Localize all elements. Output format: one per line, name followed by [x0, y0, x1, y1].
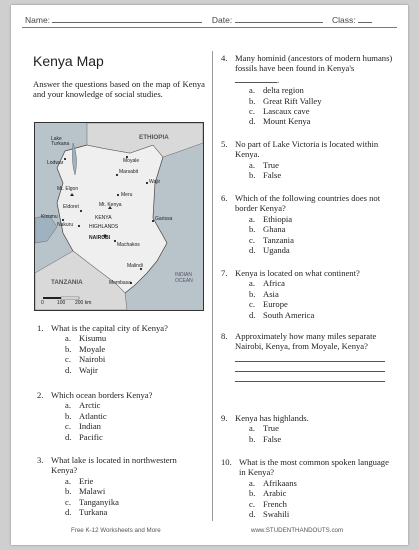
map-label-highlands: HIGHLANDS [89, 224, 119, 230]
answer-line[interactable] [235, 361, 385, 362]
answer-options [221, 214, 389, 256]
map-scale-bar [43, 297, 79, 299]
question-number: 10. [221, 457, 232, 467]
name-label: Name: [25, 15, 51, 25]
question-stem: What is the capital city of Kenya? [51, 323, 168, 333]
question-5 [221, 139, 381, 181]
answer-option: a. delta region [249, 85, 304, 96]
question-2 [37, 390, 207, 442]
answer-option: d. Pacific [65, 431, 103, 442]
answer-option: a. Erie [65, 475, 94, 486]
question-stem: Kenya is located on what continent? [235, 268, 360, 278]
map-label-kenya: KENYA [95, 215, 112, 221]
answer-option: a. Arctic [65, 400, 101, 411]
question-number: 1. [37, 323, 44, 333]
kenya-map [34, 122, 204, 311]
answer-option: b. Arabic [249, 488, 287, 499]
footer-left: Free K-12 Worksheets and More [71, 527, 161, 534]
question-stem: Approximately how many miles separate Nairobi, Kenya, from Moyale, Kenya? [235, 331, 377, 352]
map-label-marsabit: Marsabit [119, 169, 139, 175]
question-10 [221, 457, 393, 519]
question-1 [37, 323, 207, 375]
answer-options [221, 160, 381, 181]
answer-options [221, 478, 393, 520]
instructions: Answer the questions based on the map of Kenya and your knowledge of social studies. [33, 79, 205, 100]
answer-option: a. True [249, 423, 279, 434]
map-label-tanzania: TANZANIA [51, 279, 83, 286]
question-6 [221, 193, 389, 255]
answer-option: a. Afrikaans [249, 477, 297, 488]
worksheet-header [25, 14, 397, 25]
question-number: 5. [221, 139, 228, 149]
question-3 [37, 455, 197, 517]
question-number: 4. [221, 53, 228, 63]
question-4 [221, 53, 393, 127]
answer-option: a. True [249, 159, 279, 170]
question-number: 9. [221, 413, 228, 423]
question-number: 3. [37, 455, 44, 465]
class-blank [358, 14, 372, 23]
answer-options [37, 400, 207, 442]
answer-options [37, 476, 197, 518]
answer-option: c. Europe [249, 299, 288, 310]
class-label: Class: [332, 15, 356, 25]
question-9 [221, 413, 393, 444]
answer-option: c. Tanganyika [65, 496, 119, 507]
answer-option: c. Nairobi [65, 354, 106, 365]
map-label-mt-kenya: Mt. Kenya [99, 202, 122, 208]
map-label-malindi: Malindi [127, 263, 143, 269]
map-scale-100: 100 [57, 300, 66, 306]
question-number: 7. [221, 268, 228, 278]
answer-option: b. Atlantic [65, 410, 107, 421]
question-stem: What is the most common spoken language in Kenya? [239, 457, 389, 478]
map-label-ethiopia: ETHIOPIA [139, 134, 169, 141]
column-divider [212, 51, 213, 521]
map-label-ocean: OCEAN [175, 278, 193, 284]
fill-in-blank [235, 74, 277, 83]
date-label: Date: [211, 15, 233, 25]
map-scale-200: 200 km [75, 300, 92, 306]
map-label-lake-turkana: Lake Turkana [51, 136, 70, 147]
map-label-machakos: Machakos [117, 242, 140, 248]
name-blank [52, 14, 202, 23]
answer-option: a. Kisumu [65, 333, 107, 344]
map-label-nairobi: NAIROBI [89, 235, 111, 241]
answer-option: d. South America [249, 309, 315, 320]
question-number: 8. [221, 331, 228, 341]
question-stem: Which of the following countries does not border Kenya? [235, 193, 381, 214]
answer-option: d. Turkana [65, 507, 108, 518]
answer-option: b. Asia [249, 288, 279, 299]
answer-option: c. French [249, 498, 287, 509]
question-7 [221, 268, 393, 320]
answer-line[interactable] [235, 371, 385, 372]
answer-line[interactable] [235, 381, 385, 382]
answer-option: d. Mount Kenya [249, 116, 311, 127]
date-blank [235, 14, 323, 23]
question-stem: Which ocean borders Kenya? [51, 390, 153, 400]
answer-options [221, 85, 393, 127]
worksheet-page [11, 5, 408, 545]
answer-option: b. Moyale [65, 343, 106, 354]
question-stem: What lake is located in northwestern Kenya? [51, 455, 177, 476]
map-label-eldoret: Eldoret [63, 204, 79, 210]
answer-option: b. False [249, 433, 282, 444]
question-number: 2. [37, 390, 44, 400]
page-title: Kenya Map [33, 53, 104, 69]
answer-option: b. Ghana [249, 224, 286, 235]
map-scale-0: 0 [41, 300, 44, 306]
header-divider [22, 27, 397, 28]
answer-option: d. Wajir [65, 364, 98, 375]
question-stem: No part of Lake Victoria is located within Kenya. [235, 139, 379, 160]
map-label-lodwar: Lodwar [47, 160, 64, 166]
map-label-meru: Meru [121, 192, 133, 198]
map-label-moyale: Moyale [123, 158, 140, 164]
answer-option: a. Africa [249, 278, 285, 289]
answer-option: b. Great Rift Valley [249, 95, 322, 106]
answer-option: a. Ethiopia [249, 213, 293, 224]
answer-option: c. Lascaux cave [249, 106, 310, 117]
map-label-kisumu: Kisumu [41, 214, 58, 220]
question-8 [221, 331, 393, 382]
map-label-wajir: Wajir [149, 179, 161, 185]
question-number: 6. [221, 193, 228, 203]
answer-option: b. Malawi [65, 486, 106, 497]
answer-options [37, 333, 207, 375]
answer-option: b. False [249, 170, 282, 181]
question-stem: Many hominid (ancestors of modern humans) fossils have been found in Kenya's . [235, 53, 393, 85]
answer-option: d. Swahili [249, 509, 290, 520]
answer-options [221, 278, 393, 320]
question-stem: Kenya has highlands. [235, 413, 309, 423]
answer-options [221, 423, 393, 444]
answer-option: c. Indian [65, 421, 101, 432]
answer-option: d. Uganda [249, 245, 290, 256]
map-label-indian: INDIAN [175, 272, 192, 278]
answer-option: c. Tanzania [249, 234, 294, 245]
map-label-mt-elgon: Mt. Elgon [57, 186, 79, 192]
footer-right[interactable]: www.STUDENTHANDOUTS.com [251, 527, 344, 534]
map-label-nakuru: Nakuru [57, 222, 74, 228]
map-label-mombasa: Mombasa [109, 280, 131, 286]
map-label-garissa: Garissa [155, 216, 173, 222]
